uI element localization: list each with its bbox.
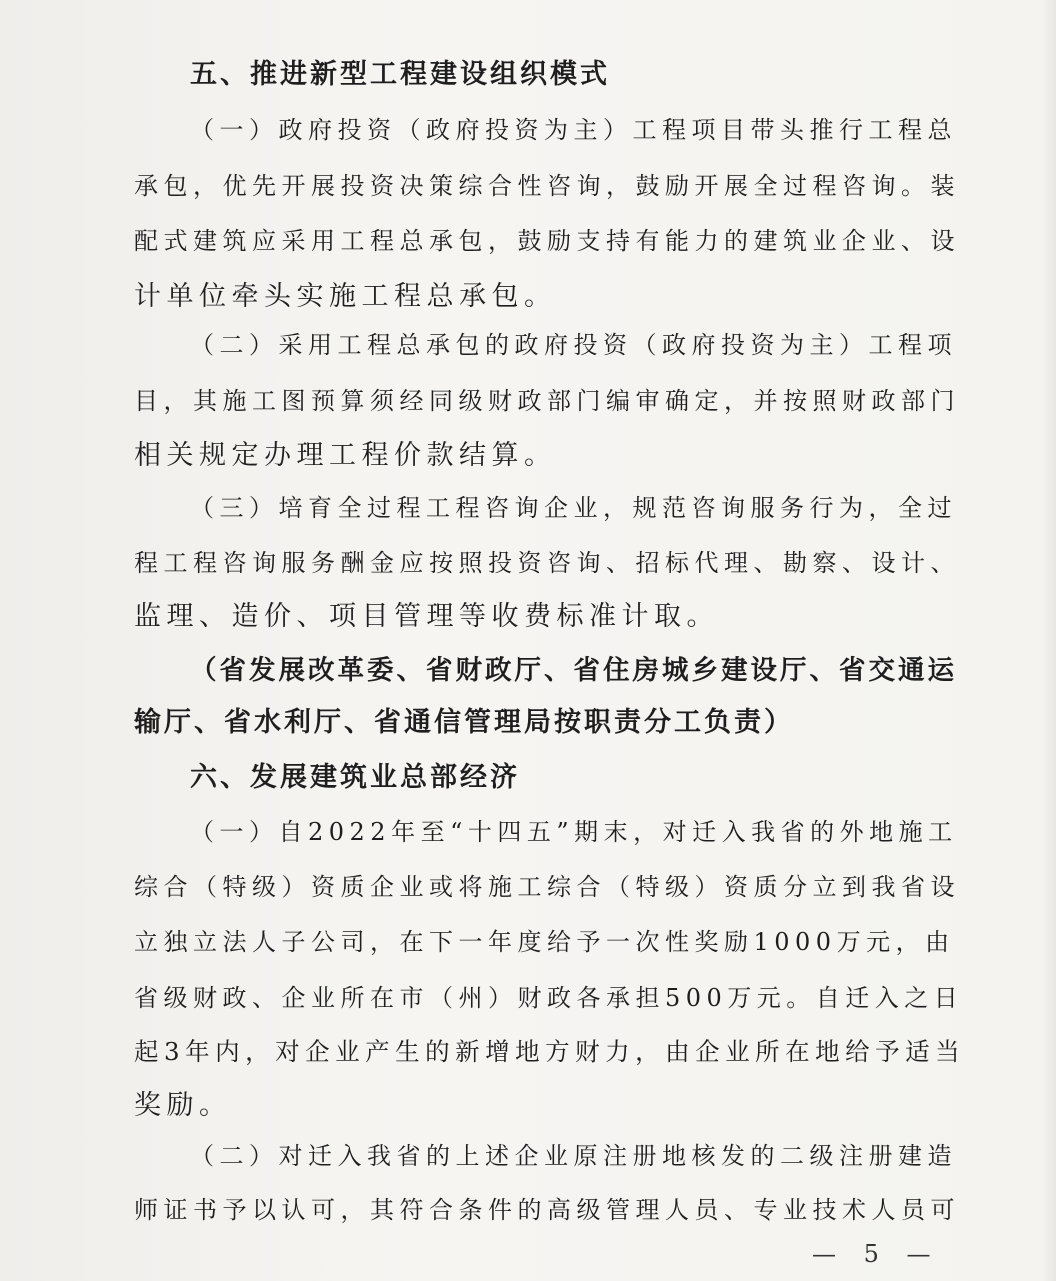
responsible-departments-line: 输厅、省水利厅、省通信管理局按职责分工负责） [134,707,794,738]
section-6-item-1-line: （一）自2022年至“十四五”期末，对迁入我省的外地施工 [190,818,958,846]
section-5-item-1-line: （一）政府投资（政府投资为主）工程项目带头推行工程总 [190,116,957,144]
page-number: — 5 — [812,1240,941,1268]
section-6-item-1-line: 奖励。 [134,1090,232,1121]
section-5-item-1-line: 配式建筑应采用工程总承包，鼓励支持有能力的建筑业企业、设 [134,227,960,255]
section-6-item-1-line: 综合（特级）资质企业或将施工综合（特级）资质分立到我省设 [134,873,960,901]
responsible-departments-line: （省发展改革委、省财政厅、省住房城乡建设厅、省交通运 [190,655,957,686]
section-6-item-2-line: （二）对迁入我省的上述企业原注册地核发的二级注册建造 [190,1142,957,1170]
section-5-item-1-line: 计单位牵头实施工程总承包。 [134,281,557,312]
section-5-heading: 五、推进新型工程建设组织模式 [190,59,610,90]
page-edge-shadow [1042,0,1056,1281]
section-5-item-3-line: （三）培育全过程工程咨询企业，规范咨询服务行为，全过 [190,494,957,522]
section-5-item-1-line: 承包，优先开展投资决策综合性咨询，鼓励开展全过程咨询。装 [134,172,960,200]
section-5-item-2-line: 目，其施工图预算须经同级财政部门编审确定，并按照财政部门 [134,387,960,415]
section-5-item-3-line: 监理、造价、项目管理等收费标准计取。 [134,601,719,632]
section-5-item-3-line: 程工程咨询服务酬金应按照投资咨询、招标代理、勘察、设计、 [134,549,960,577]
section-5-item-2-line: 相关规定办理工程价款结算。 [134,440,557,471]
section-5-item-2-line: （二）采用工程总承包的政府投资（政府投资为主）工程项 [190,331,957,359]
section-6-item-1-line: 起3年内，对企业产生的新增地方财力，由企业所在地给予适当 [134,1037,966,1066]
section-6-item-1-line: 省级财政、企业所在市（州）财政各承担500万元。自迁入之日 [134,984,964,1012]
section-6-item-1-line: 立独立法人子公司，在下一年度给予一次性奖励1000万元，由 [134,928,955,956]
section-6-heading: 六、发展建筑业总部经济 [190,762,520,793]
section-6-item-2-line: 师证书予以认可，其符合条件的高级管理人员、专业技术人员可 [134,1196,960,1224]
